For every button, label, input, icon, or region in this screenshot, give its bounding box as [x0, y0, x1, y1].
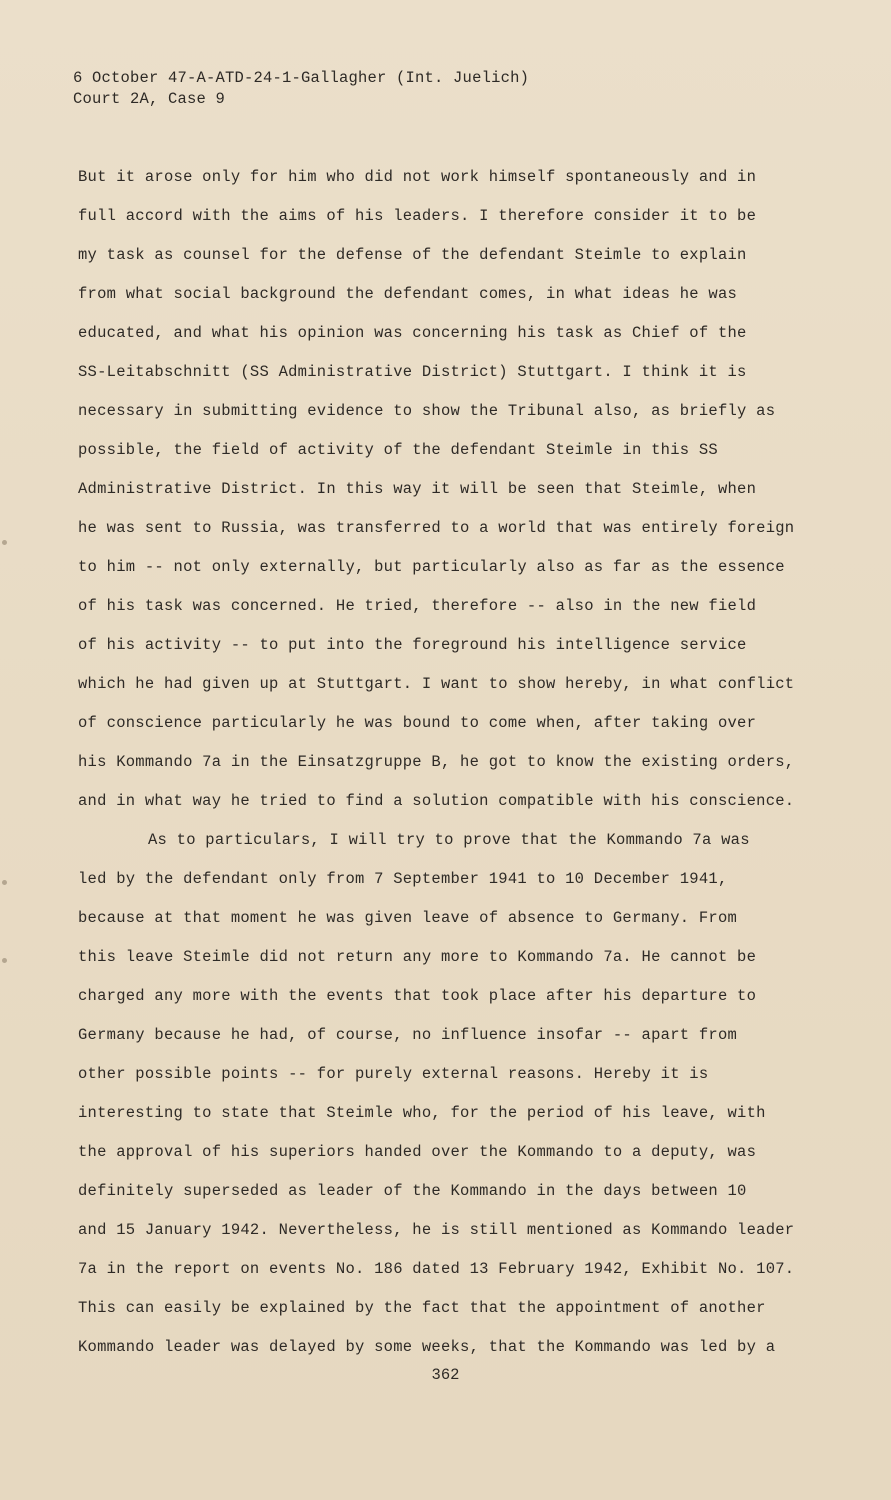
- text-line: and in what way he tried to find a solution compatible with his conscience.: [78, 792, 795, 810]
- text-line: possible, the field of activity of the defendant Steimle in this SS: [78, 441, 718, 459]
- text-line: educated, and what his opinion was concerning his task as Chief of the: [78, 324, 747, 342]
- text-line: this leave Steimle did not return any more to Kommando 7a. He cannot be: [78, 948, 757, 966]
- text-line: Germany because he had, of course, no influence insofar -- apart from: [78, 1026, 738, 1044]
- text-line: definitely superseded as leader of the Kommando in the days between 10: [78, 1182, 747, 1200]
- text-line: But it arose only for him who did not work himself spontaneously and in: [78, 168, 757, 186]
- text-line: SS-Leitabschnitt (SS Administrative District) Stuttgart. I think it is: [78, 363, 747, 381]
- text-line: Administrative District. In this way it will be seen that Steimle, when: [78, 480, 757, 498]
- text-line-paragraph-start: As to particulars, I will try to prove that the Kommando 7a was: [148, 831, 750, 849]
- page-number: 362: [431, 1366, 460, 1384]
- text-line: charged any more with the events that took place after his departure to: [78, 987, 757, 1005]
- text-line: he was sent to Russia, was transferred to a world that was entirely foreign: [78, 519, 795, 537]
- text-line: of conscience particularly he was bound to come when, after taking over: [78, 714, 757, 732]
- punch-mark: [2, 880, 7, 885]
- header-line-1: 6 October 47-A-ATD-24-1-Gallagher (Int. Juelich): [73, 69, 530, 87]
- text-line: because at that moment he was given leave of absence to Germany. From: [78, 909, 738, 927]
- text-line: and 15 January 1942. Nevertheless, he is still mentioned as Kommando leader: [78, 1221, 795, 1239]
- text-line: This can easily be explained by the fact that the appointment of another: [78, 1299, 766, 1317]
- text-line: Kommando leader was delayed by some weeks, that the Kommando was led by a: [78, 1338, 776, 1356]
- header-line-2: Court 2A, Case 9: [73, 90, 226, 108]
- text-line: which he had given up at Stuttgart. I want to show hereby, in what conflict: [78, 675, 795, 693]
- text-line: full accord with the aims of his leaders. I therefore consider it to be: [78, 207, 757, 225]
- text-line: 7a in the report on events No. 186 dated 13 February 1942, Exhibit No. 107.: [78, 1260, 795, 1278]
- document-header: [73, 68, 529, 110]
- text-line: from what social background the defendant comes, in what ideas he was: [78, 285, 738, 303]
- punch-mark: [2, 958, 7, 963]
- text-line: other possible points -- for purely external reasons. Hereby it is: [78, 1065, 709, 1083]
- text-line: my task as counsel for the defense of the defendant Steimle to explain: [78, 246, 747, 264]
- text-line: interesting to state that Steimle who, for the period of his leave, with: [78, 1104, 766, 1122]
- text-line: necessary in submitting evidence to show the Tribunal also, as briefly as: [78, 402, 776, 420]
- punch-mark: [2, 540, 7, 545]
- text-line: of his activity -- to put into the foreground his intelligence service: [78, 636, 747, 654]
- text-line: to him -- not only externally, but particularly also as far as the essence: [78, 558, 785, 576]
- text-line: led by the defendant only from 7 September 1941 to 10 December 1941,: [78, 870, 728, 888]
- text-line: his Kommando 7a in the Einsatzgruppe B, he got to know the existing orders,: [78, 753, 795, 771]
- text-line: the approval of his superiors handed over the Kommando to a deputy, was: [78, 1143, 757, 1161]
- text-line: of his task was concerned. He tried, therefore -- also in the new field: [78, 597, 757, 615]
- document-body: [78, 158, 808, 1367]
